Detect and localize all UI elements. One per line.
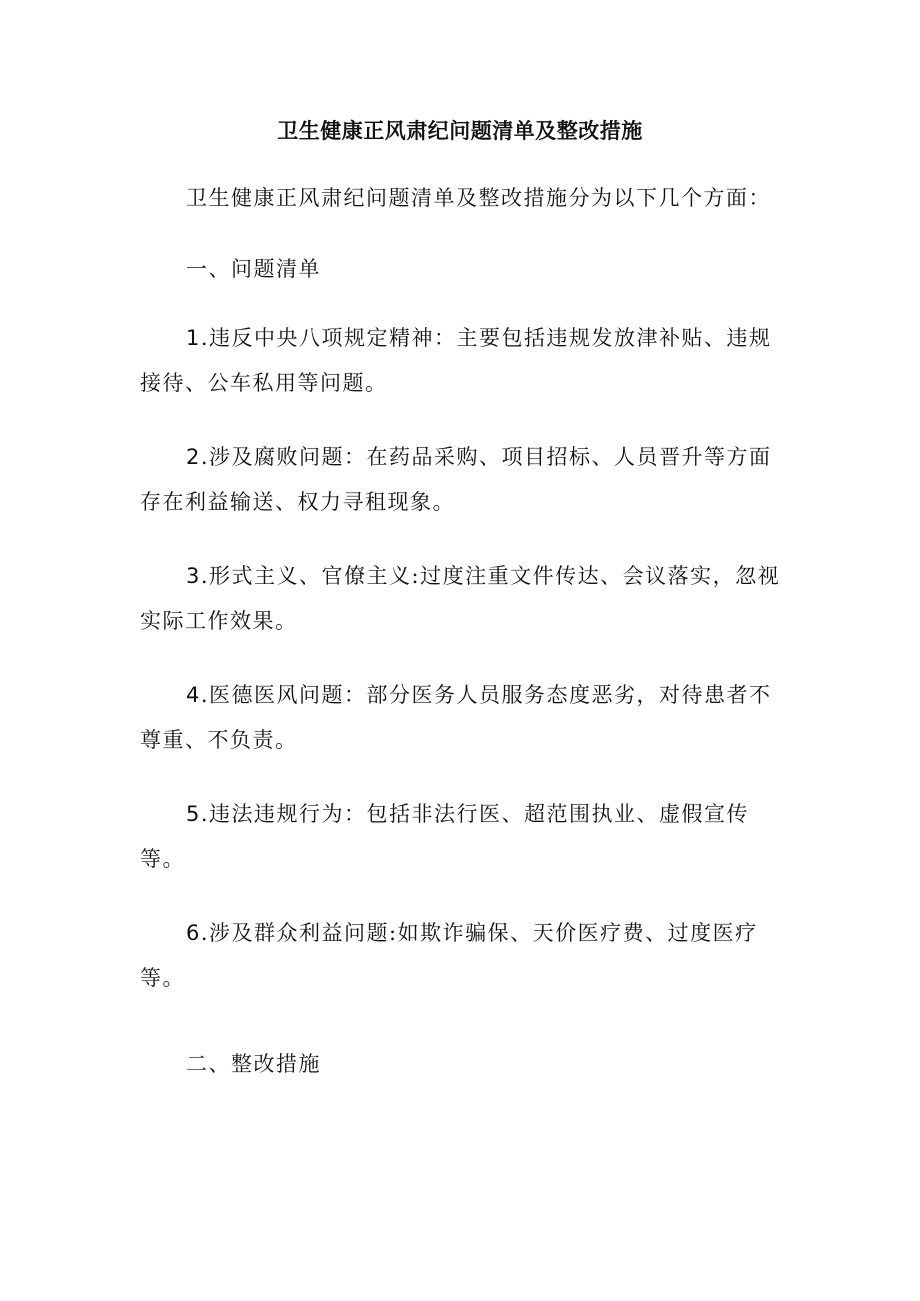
problem-item-4 — [140, 673, 785, 763]
section-heading-problems: 一、问题清单 — [186, 257, 321, 281]
intro-paragraph: 卫生健康正风肃纪问题清单及整改措施分为以下几个方面： — [186, 186, 771, 210]
item-text: .涉及群众利益问题:如欺诈骗保、天价医疗费、过度医疗等。 — [140, 921, 758, 990]
item-number: 6 — [186, 921, 201, 945]
problem-item-1 — [140, 316, 785, 406]
item-text: .违反中央八项规定精神：主要包括违规发放津补贴、违规接待、公车私用等问题。 — [140, 326, 772, 395]
problem-item-3 — [140, 554, 785, 644]
item-number: 2 — [186, 445, 201, 469]
problem-item-5 — [140, 792, 785, 882]
item-number: 4 — [186, 683, 201, 707]
item-number: 3 — [186, 564, 201, 588]
problem-item-6 — [140, 911, 785, 1001]
section-heading-measures: 二、整改措施 — [186, 1052, 321, 1076]
item-text: .形式主义、官僚主义:过度注重文件传达、会议落实，忽视实际工作效果。 — [140, 564, 781, 633]
problem-item-2 — [140, 435, 785, 525]
item-number: 1 — [186, 326, 201, 350]
document-title: 卫生健康正风肃纪问题清单及整改措施 — [277, 118, 643, 143]
item-text: .违法违规行为：包括非法行医、超范围执业、虚假宣传等。 — [140, 802, 750, 871]
item-text: .涉及腐败问题：在药品采购、项目招标、人员晋升等方面存在利益输送、权力寻租现象。 — [140, 445, 772, 514]
item-number: 5 — [186, 802, 201, 826]
item-text: .医德医风问题：部分医务人员服务态度恶劣，对待患者不尊重、不负责。 — [140, 683, 772, 752]
